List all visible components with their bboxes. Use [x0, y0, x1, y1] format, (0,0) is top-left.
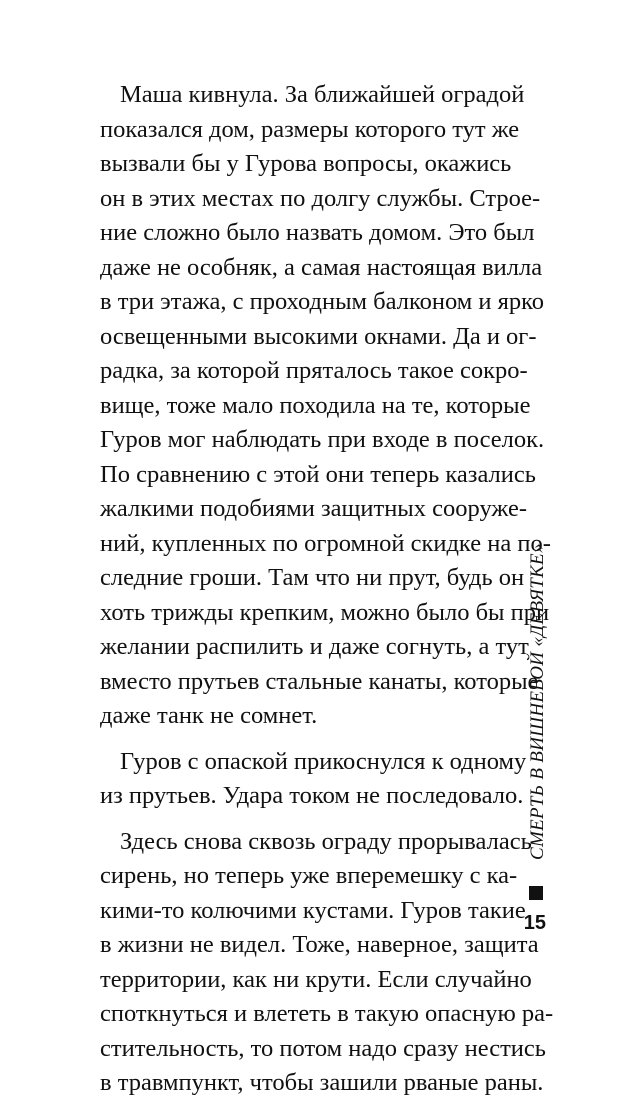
- text-line: жалкими подобиями защитных сооруже-: [100, 495, 528, 522]
- text-line: Гуров мог наблюдать при входе в поселок.: [100, 426, 545, 453]
- text-line: ний, купленных по огромной скидке на по-: [100, 529, 551, 557]
- running-title-marker: [529, 886, 543, 900]
- page-number: 15: [523, 912, 546, 934]
- text-line: вызвали бы у Гурова вопросы, окажись: [100, 150, 512, 177]
- running-title: СМЕРТЬ В ВИШНЕВОЙ «ДЕВЯТКЕ»: [527, 543, 548, 860]
- text-line: в три этажа, с проходным балконом и ярко: [100, 288, 545, 315]
- text-line: Маша кивнула. За ближайшей оградой: [120, 81, 525, 108]
- text-line: Здесь снова сквозь ограду прорывалась: [120, 827, 532, 855]
- text-line: стительность, то потом надо сразу нестись: [100, 1034, 546, 1062]
- paragraph-2: [100, 745, 527, 814]
- text-line: территории, как ни крути. Если случайно: [100, 965, 532, 993]
- text-line: ние сложно было назвать домом. Это был: [100, 219, 535, 246]
- text-line: из прутьев. Удара током не последовало.: [100, 782, 524, 809]
- text-line: вместо прутьев стальные канаты, которые: [100, 667, 539, 695]
- text-line: вище, тоже мало походила на те, которые: [100, 391, 531, 419]
- text-line: желании распилить и даже согнуть, а тут: [100, 633, 529, 660]
- text-line: следние гроши. Там что ни прут, будь он: [100, 564, 525, 591]
- text-line: в жизни не видел. Тоже, наверное, защита: [100, 931, 539, 958]
- text-line: радка, за которой пряталось такое сокро-: [100, 357, 528, 384]
- text-line: По сравнению с этой они теперь казались: [100, 460, 536, 488]
- text-line: сирень, но теперь уже вперемешку с ка-: [100, 862, 518, 889]
- text-line: Гуров с опаской прикоснулся к одному: [120, 747, 527, 775]
- text-line: он в этих местах по долгу службы. Строе-: [100, 184, 541, 212]
- text-line: споткнуться и влететь в такую опасную ра-: [100, 1000, 554, 1027]
- text-line: даже танк не сомнет.: [100, 702, 318, 729]
- text-line: хоть трижды крепким, можно было бы при: [100, 598, 550, 626]
- text-line: кими-то колючими кустами. Гуров такие: [100, 896, 526, 924]
- text-line: даже не особняк, а самая настоящая вилла: [100, 253, 543, 281]
- text-line: освещенными высокими окнами. Да и ог-: [100, 322, 537, 350]
- text-line: показался дом, размеры которого тут же: [100, 115, 520, 143]
- text-line: в травмпункт, чтобы зашили рваные раны.: [100, 1069, 544, 1096]
